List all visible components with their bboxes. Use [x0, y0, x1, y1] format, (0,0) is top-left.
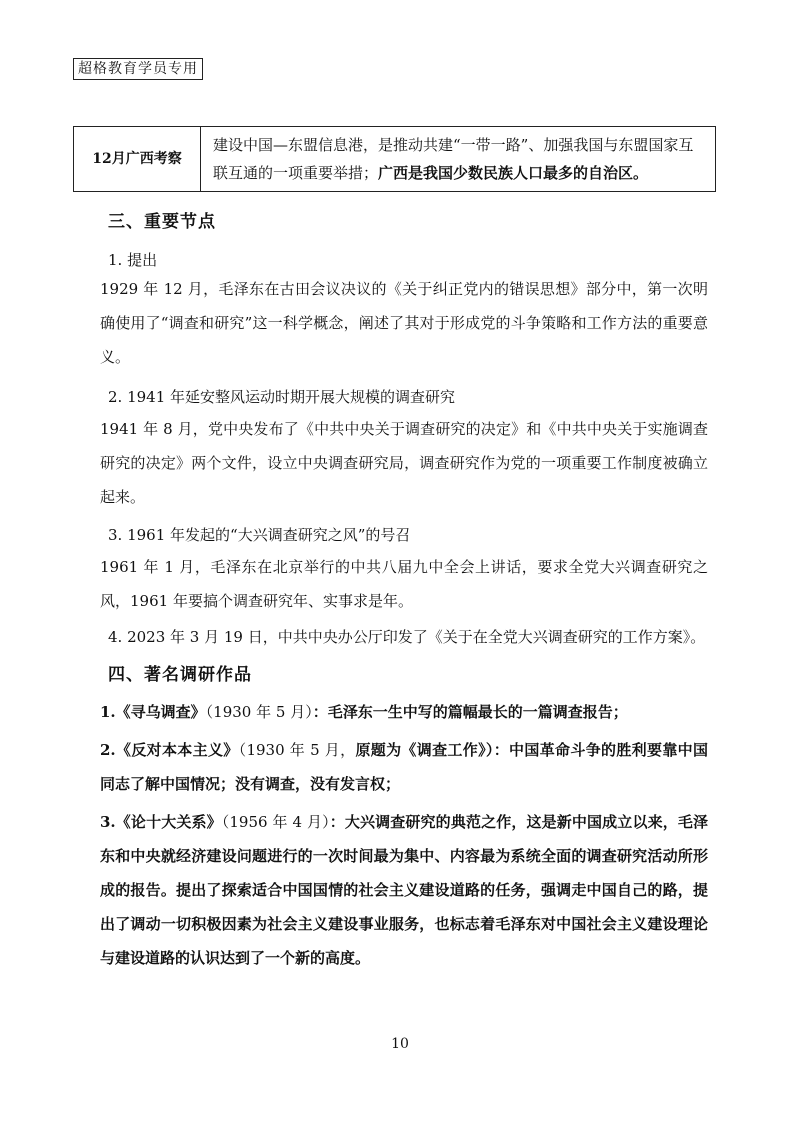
node-2-body: 1941 年 8 月，党中央发布了《中共中央关于调查研究的决定》和《中共中央关于实施调查研究的决定》两个文件，设立中央调查研究局，调查研究作为党的一项重要工作制度被确立起来。: [100, 420, 708, 506]
work-2-title: 2.《反对本本主义》: [100, 741, 239, 759]
work-3-desc: ：大兴调查研究的典范之作，这是新中国成立以来，毛泽东和中央就经济建设问题进行的一次时间最为集中、内容最为系统全面的调查研究活动所形成的报告。提出了探索适合中国国情的社会主义建设道路的任务，强调走中国自己的路，提出了调动一切积极因素为社会主义建设事业服务，也标志着毛泽东对中国社会主义建设理论与建设道路的认识达到了一个新的高度。: [100, 813, 708, 967]
work-1-date: （1930 年 5 月）: [205, 703, 313, 721]
table-row-text-part2: 广西是我国少数民族人口最多的自治区。: [378, 164, 649, 182]
section3-heading: 三、重要节点: [108, 212, 216, 232]
work-2-date: （1930 年 5 月，: [238, 741, 356, 759]
page-number: 10: [391, 1036, 409, 1052]
section4-heading: 四、著名调研作品: [108, 665, 252, 685]
table-row-text: [201, 127, 716, 192]
work-1: [100, 695, 708, 729]
work-2-desc: 原题为《调查工作》）：中国革命斗争的胜利要靠中国同志了解中国情况；没有调查，没有发言权；: [100, 741, 708, 793]
work-3: [100, 805, 708, 975]
header-tag: 超格教育学员专用: [73, 58, 203, 80]
node-1-body: 1929 年 12 月，毛泽东在古田会议决议的《关于纠正党内的错误思想》部分中，第一次明确使用了“调查和研究”这一科学概念，阐述了其对于形成党的斗争策略和工作方法的重要意义。: [100, 280, 708, 366]
node-3-body: 1961 年 1 月，毛泽东在北京举行的中共八届九中全会上讲话，要求全党大兴调查研究之风，1961 年要搞个调查研究年、实事求是年。: [100, 558, 708, 610]
work-3-title: 3.《论十大关系》: [100, 813, 222, 831]
work-1-title: 1.《寻乌调查》: [100, 703, 206, 721]
work-3-date: （1956 年 4 月）: [221, 813, 330, 831]
table-row-label: 12月广西考察: [74, 127, 201, 192]
table-row: [74, 127, 716, 192]
node-1-title: 1. 提出: [108, 251, 158, 269]
node-2-title: 2. 1941 年延安整风运动时期开展大规模的调查研究: [108, 388, 456, 406]
table-row-text-part1: 建设中国—东盟信息港，是推动共建“一带一路”、加强我国与东盟国家互联互通的一项重要举措；: [213, 136, 694, 182]
node-4-title: 4. 2023 年 3 月 19 日，中共中央办公厅印发了《关于在全党大兴调查研究的工作方案》。: [108, 628, 706, 646]
node-3-title: 3. 1961 年发起的“大兴调查研究之风”的号召: [108, 526, 411, 544]
info-table: [73, 126, 716, 192]
work-2: [100, 733, 708, 801]
work-1-desc: ：毛泽东一生中写的篇幅最长的一篇调查报告；: [312, 703, 628, 721]
